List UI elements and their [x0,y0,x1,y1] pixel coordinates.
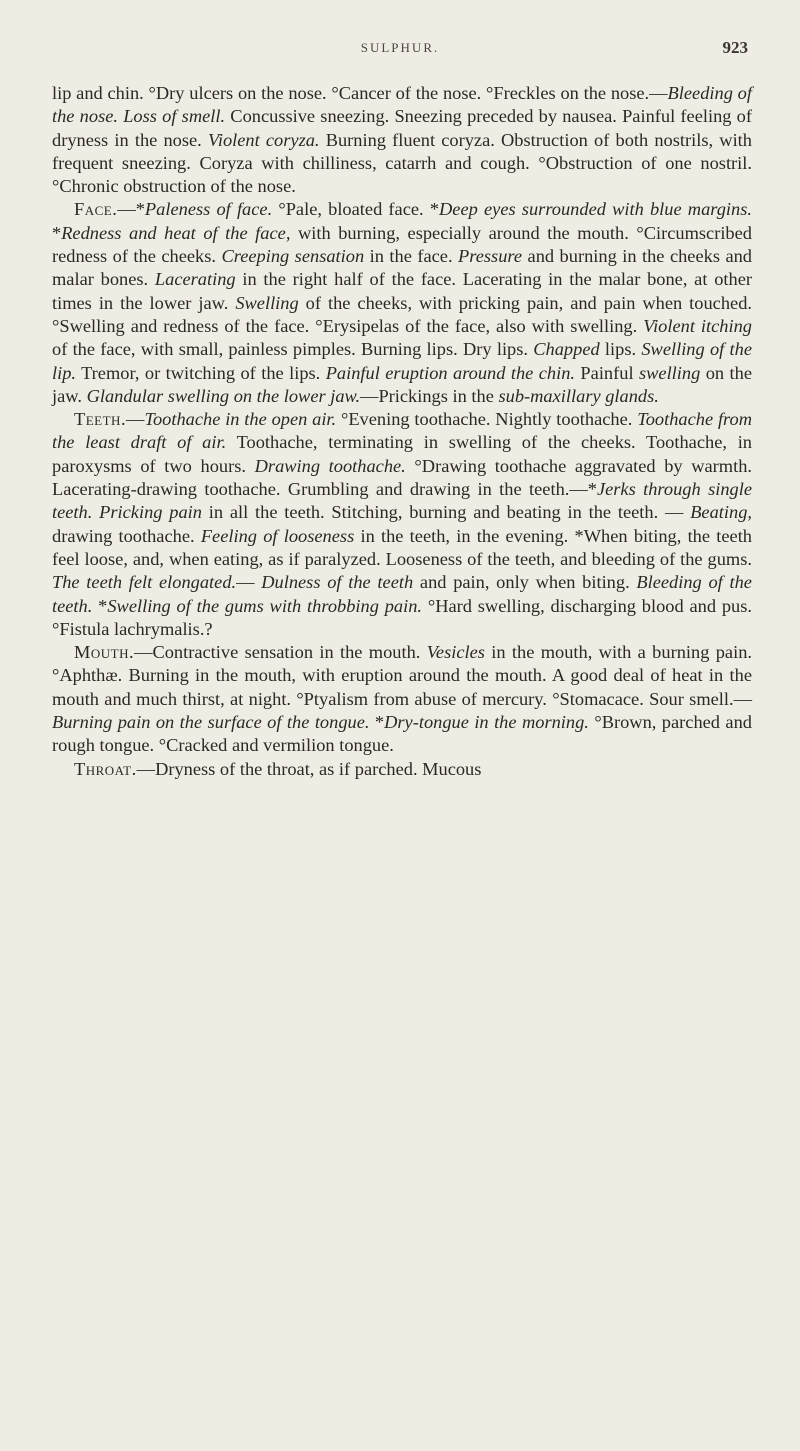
italic-phrase: Painful eruption around the chin. [325,362,576,383]
italic-phrase: Drawing toothache. [254,455,406,476]
text-run: in the teeth, in the evening. *When biting, the teeth feel loose, and, when eating, as if paralyzed. Looseness of the teeth, and bleeding of the gums. [52,525,753,569]
page-header [0,36,800,66]
paragraph-face [52,198,752,408]
italic-phrase: The teeth felt elongated. [52,572,237,593]
italic-phrase: Swelling of the lip. [52,339,752,383]
text-run: Toothache, terminating in swelling of the cheeks. Toothache, in paroxysms of two hours. [52,432,752,476]
text-run: lip and chin. °Dry ulcers on the nose. °Cancer of the nose. °Freckles on the nose.— [52,83,668,103]
section-heading: Mouth. [74,642,135,663]
italic-phrase: Swelling [235,292,299,313]
italic-phrase: Feeling of looseness [200,525,355,546]
page-number: 923 [722,38,748,57]
text-run: and burning in the cheeks and malar bones. [52,246,752,290]
text-run: drawing toothache. [52,525,201,546]
italic-phrase: Jerks through single teeth. [52,479,752,523]
text-run: of the cheeks, with pricking pain, and pain when touched. °Swelling and redness of the face. °Erysipelas of the face, also with swelling. [52,292,752,336]
text-run: in all the teeth. Stitching, burning and beating in the teeth. — [201,502,691,523]
text-run: °Drawing toothache aggravated by warmth. Lacerating-drawing toothache. Grumbling and drawing in the teeth.—* [52,455,753,500]
text-run: Concussive sneezing. Sneezing preceded by nausea. Painful feeling of dryness in the nose. [52,106,753,150]
italic-phrase: Swelling of the gums with throbbing pain. [107,595,423,616]
paragraph-teeth [52,408,752,641]
italic-phrase: Paleness of face. [144,199,273,220]
italic-phrase: Violent itching [643,315,752,336]
italic-phrase: Bleeding of the nose. [52,83,752,127]
text-run: — [126,409,145,430]
text-run: °Pale, bloated face. * [272,199,440,220]
text-run: in the mouth, with a burning pain. °Aphthæ. Burning in the mouth, with eruption around the mouth. A good deal of heat in the mouth and much thirst, at night. °Ptyalism from abuse of mercury. °Stomacace. Sour smell.— [52,642,752,709]
italic-phrase: Toothache in the open air. [144,409,337,430]
section-heading: Teeth. [74,409,127,430]
italic-phrase: Deep eyes surrounded with blue margins. [439,199,752,220]
body-text [52,82,752,781]
italic-phrase: Dulness of the teeth [261,572,414,593]
text-run: * [52,222,62,243]
italic-phrase: Redness and heat of the face, [61,222,291,243]
italic-phrase: Glandular swelling on the lower jaw. [86,385,361,406]
section-heading: Face. [74,199,118,220]
italic-phrase: Vesicles [426,642,485,663]
italic-phrase: Chapped [533,339,600,360]
running-head: SULPHUR. [360,40,440,55]
text-run: Tremor, or twitching of the lips. [76,362,326,383]
italic-phrase: Dry-tongue in the morning. [384,712,589,733]
text-run: Painful [575,362,639,383]
italic-phrase: swelling [638,362,701,383]
italic-phrase: Burning pain on the surface of the tongue. [52,712,370,733]
italic-phrase: Violent coryza. [207,129,320,150]
text-run: °Hard swelling, discharging blood and pus. °Fistula lachrymalis.? [52,595,753,639]
text-run: —Dryness of the throat, as if parched. Mucous [136,758,482,779]
text-run: —Contractive sensation in the mouth. [134,642,427,663]
text-run: and pain, only when biting. [413,572,637,593]
italic-phrase: Lacerating [154,269,236,290]
text-run: * [92,595,108,616]
text-run: °Brown, parched and rough tongue. °Cracked and vermilion tongue. [52,712,752,756]
italic-phrase: Pressure [458,246,523,267]
text-run: in the face. [364,246,459,267]
italic-phrase: Toothache from the least draft of air. [52,409,753,453]
text-run: with burning, especially around the mouth. °Circumscribed redness of the cheeks. [52,222,752,267]
text-run: lips. [599,339,642,360]
italic-phrase: Beating, [690,502,752,523]
italic-phrase: Pricking pain [99,502,202,523]
paragraph-nose-continued [52,82,752,198]
text-run: — [236,572,262,593]
paragraph-throat [52,758,752,781]
text-run: Burning fluent coryza. Obstruction of both nostrils, with frequent sneezing. Coryza with chilliness, catarrh and cough. °Obstruction of one nostril. °Chronic obstruction of the nose. [52,129,752,197]
text-run: °Evening toothache. Nightly toothache. [336,409,638,430]
text-run: * [369,712,385,733]
italic-phrase: Creeping sensation [221,246,365,267]
text-run: of the face, with small, painless pimples. Burning lips. Dry lips. [52,339,534,360]
text-run: —Prickings in the [360,385,499,406]
text-run: —* [117,199,145,220]
paragraph-mouth [52,641,752,757]
section-heading: Throat. [74,758,137,779]
text-run: on the jaw. [52,362,752,406]
text-run: in the right half of the face. Lacerating in the malar bone, at other times in the lower jaw. [52,269,753,313]
italic-phrase: sub-maxillary glands. [498,385,659,406]
italic-phrase: Bleeding of the teeth. [52,572,752,616]
italic-phrase: Loss of smell. [123,106,226,127]
